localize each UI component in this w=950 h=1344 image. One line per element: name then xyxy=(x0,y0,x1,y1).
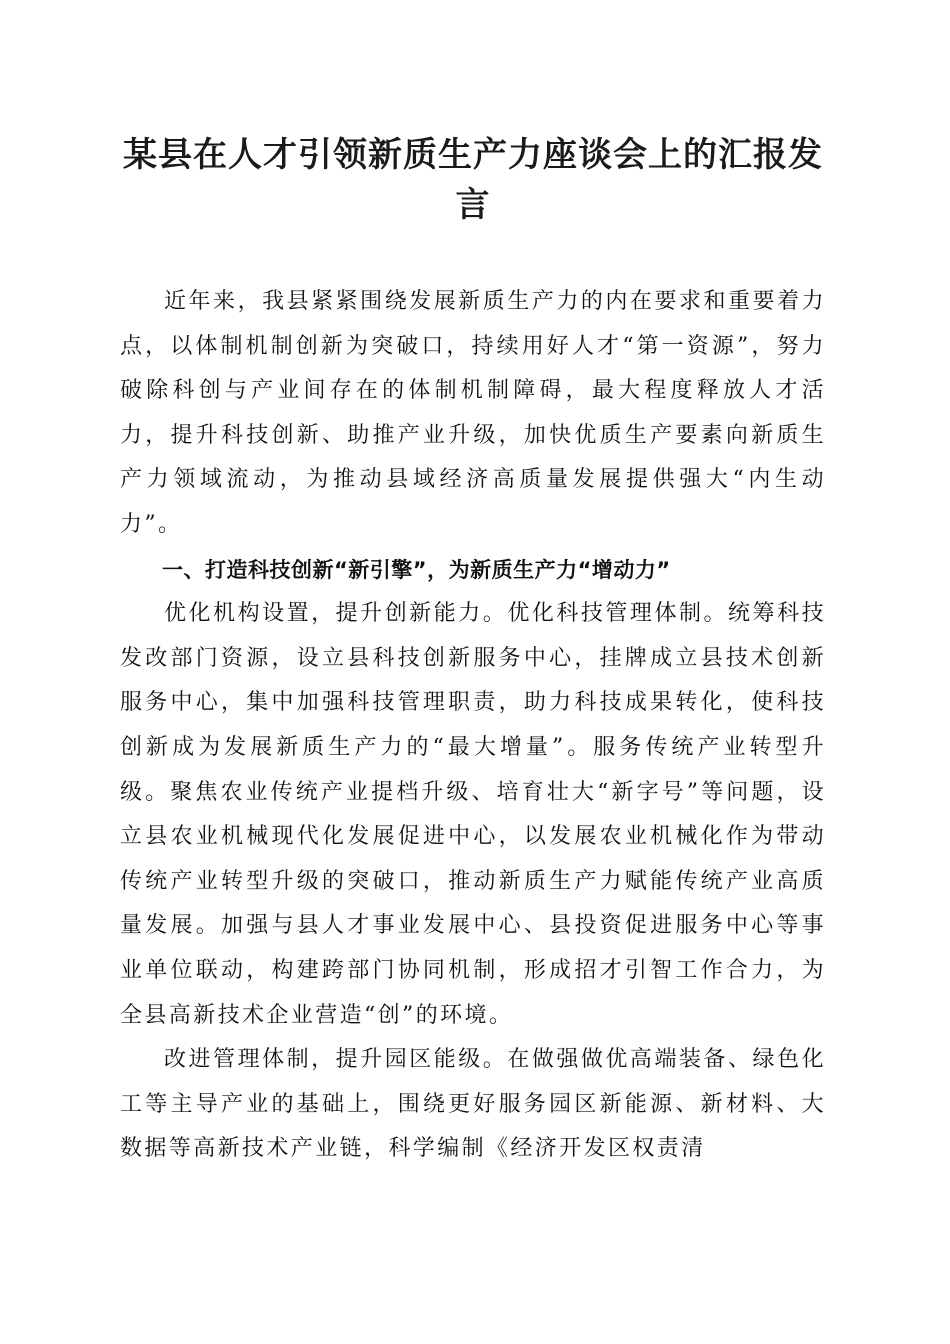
body-paragraph: 优化机构设置，提升创新能力。优化科技管理体制。统筹科技发改部门资源，设立县科技创新服务中心，挂牌成立县技术创新服务中心，集中加强科技管理职责，助力科技成果转化，使科技创新成为发展新质生产力的“最大增量”。服务传统产业转型升级。聚焦农业传统产业提档升级、培育壮大“新字号”等问题，设立县农业机械现代化发展促进中心，以发展农业机械化作为带动传统产业转型升级的突破口，推动新质生产力赋能传统产业高质量发展。加强与县人才事业发展中心、县投资促进服务中心等事业单位联动，构建跨部门协同机制，形成招才引智工作合力，为全县高新技术企业营造“创”的环境。 xyxy=(120,601,826,1028)
document-page xyxy=(120,130,826,1172)
document-title: 某县在人才引领新质生产力座谈会上的汇报发言 xyxy=(123,135,823,225)
document-body xyxy=(120,280,826,1172)
section-heading-1: 一、打造科技创新“新引擎”，为新质生产力“增动力” xyxy=(162,557,671,582)
body-paragraph: 改进管理体制，提升园区能级。在做强做优高端装备、绿色化工等主导产业的基础上，围绕更好服务园区新能源、新材料、大数据等高新技术产业链，科学编制《经济开发区权责清 xyxy=(120,1047,826,1162)
intro-paragraph: 近年来，我县紧紧围绕发展新质生产力的内在要求和重要着力点，以体制机制创新为突破口，持续用好人才“第一资源”，努力破除科创与产业间存在的体制机制障碍，最大程度释放人才活力，提升科技创新、助推产业升级，加快优质生产要素向新质生产力领域流动，为推动县域经济高质量发展提供强大“内生动力”。 xyxy=(120,289,826,537)
